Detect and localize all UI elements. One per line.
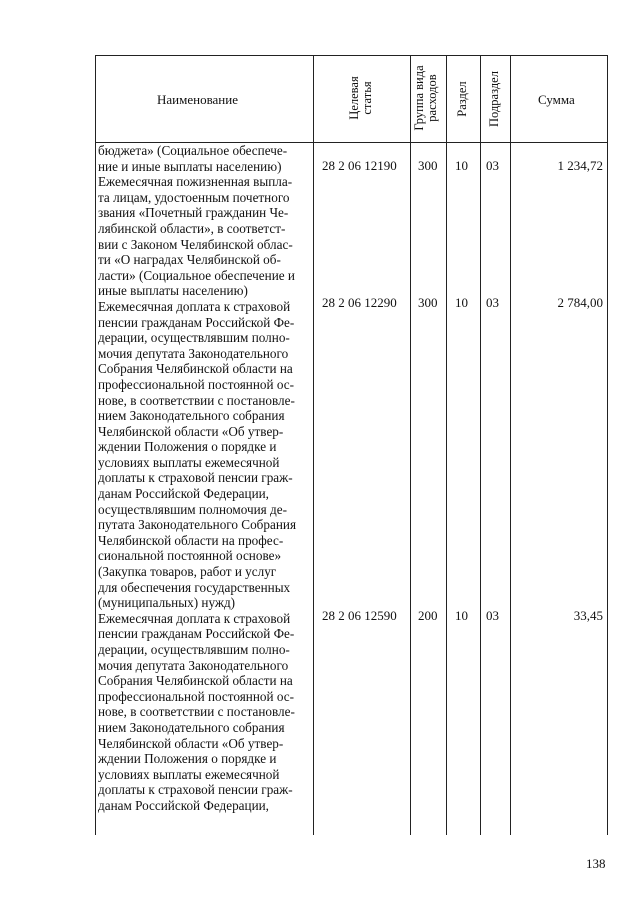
name-line: условиях выплаты ежемесячной [98,454,280,470]
name-line: доплаты к страховой пенсии граж- [98,470,293,486]
row-3-sum: 33,45 [573,608,603,623]
name-line: иные выплаты населению) [98,283,248,299]
name-line: Ежемесячная доплата к страховой [98,298,291,314]
name-line: дерации, осуществлявшим полно- [98,330,290,346]
name-line: ждении Положения о порядке и [98,439,277,455]
page-number: 138 [586,856,606,871]
row-1-sum: 1 234,72 [557,158,603,173]
header-section: Раздел [455,81,469,117]
name-line: дерации, осуществлявшим полно- [98,642,290,657]
header-expense-group: Группа вида расходов [412,65,439,131]
name-line: мочия депутата Законодательного [98,345,289,361]
name-line: Челябинской области «Об утвер- [98,735,284,751]
name-column-text [98,143,308,814]
name-line: нове, в соответствии с постановле- [98,704,295,720]
name-line: мочия депутата Законодательного [98,657,289,673]
row-2-code: 28 2 06 12290 [322,295,397,310]
col-line [410,55,411,835]
name-line: ласти» (Социальное обеспечение и [98,267,295,283]
row-1-code: 28 2 06 12190 [322,158,397,173]
row-3-code: 28 2 06 12590 [322,608,397,623]
row-2-section: 10 [455,295,468,310]
header-subsection: Подраздел [487,71,501,127]
name-line: лябинской области», в соответст- [98,220,286,236]
name-line: Собрания Челябинской области на [98,673,293,689]
name-line: доплаты к страховой пенсии граж- [98,782,293,798]
name-line: ти «О наградах Челябинской об- [98,252,281,268]
col-line [313,55,314,835]
name-line: пенсии гражданам Российской Фе- [98,626,295,642]
col-line [446,55,447,835]
name-line: осуществлявшим полномочия де- [98,501,287,517]
name-line: Челябинской области «Об утвер- [98,423,284,439]
row-1-section: 10 [455,158,468,173]
row-3-section: 10 [455,608,468,623]
name-line: нием Законодательного собрания [98,719,285,735]
name-line: профессиональной постоянной ос- [98,376,295,392]
row-2-sum: 2 784,00 [557,295,603,310]
name-line: Ежемесячная доплата к страховой [98,610,291,626]
name-line: нове, в соответствии с постановле- [98,392,295,408]
name-line: Собрания Челябинской области на [98,361,293,377]
col-line [480,55,481,835]
name-line: путата Законодательного Собрания [98,517,297,533]
name-line: ждении Положения о порядке и [98,751,277,767]
name-line: сиональной постоянной основе» [98,548,282,564]
name-line: звания «Почетный гражданин Че- [98,205,289,221]
name-line: профессиональной постоянной ос- [98,688,295,704]
name-line: (Закупка товаров, работ и услуг [98,564,277,580]
header-name: Наименование [157,92,238,107]
row-3-subsection: 03 [486,608,499,623]
col-line [95,55,96,835]
col-line [510,55,511,835]
col-line [607,55,608,835]
name-line: условиях выплаты ежемесячной [98,766,280,782]
name-line: (муниципальных) нужд) [98,595,236,611]
name-line: Ежемесячная пожизненная выпла- [98,174,293,190]
name-line: та лицам, удостоенным почетного [98,189,290,205]
name-line: вии с Законом Челябинской облас- [98,236,293,252]
name-line: ние и иные выплаты населению) [98,158,282,174]
row-2-subsection: 03 [486,295,499,310]
header-target-article: Целевая статья [347,76,374,120]
row-2-group: 300 [418,295,438,310]
name-line: пенсии гражданам Российской Фе- [98,314,295,330]
header-sum: Сумма [538,92,575,107]
row-3-group: 200 [418,608,438,623]
name-line: бюджета» (Социальное обеспече- [98,143,288,158]
name-line: данам Российской Федерации, [98,797,269,813]
name-line: нием Законодательного собрания [98,408,285,424]
name-line: Челябинской области на профес- [98,532,284,548]
row-1-group: 300 [418,158,438,173]
name-line: данам Российской Федерации, [98,486,269,502]
row-1-subsection: 03 [486,158,499,173]
name-line: для обеспечения государственных [98,579,291,595]
